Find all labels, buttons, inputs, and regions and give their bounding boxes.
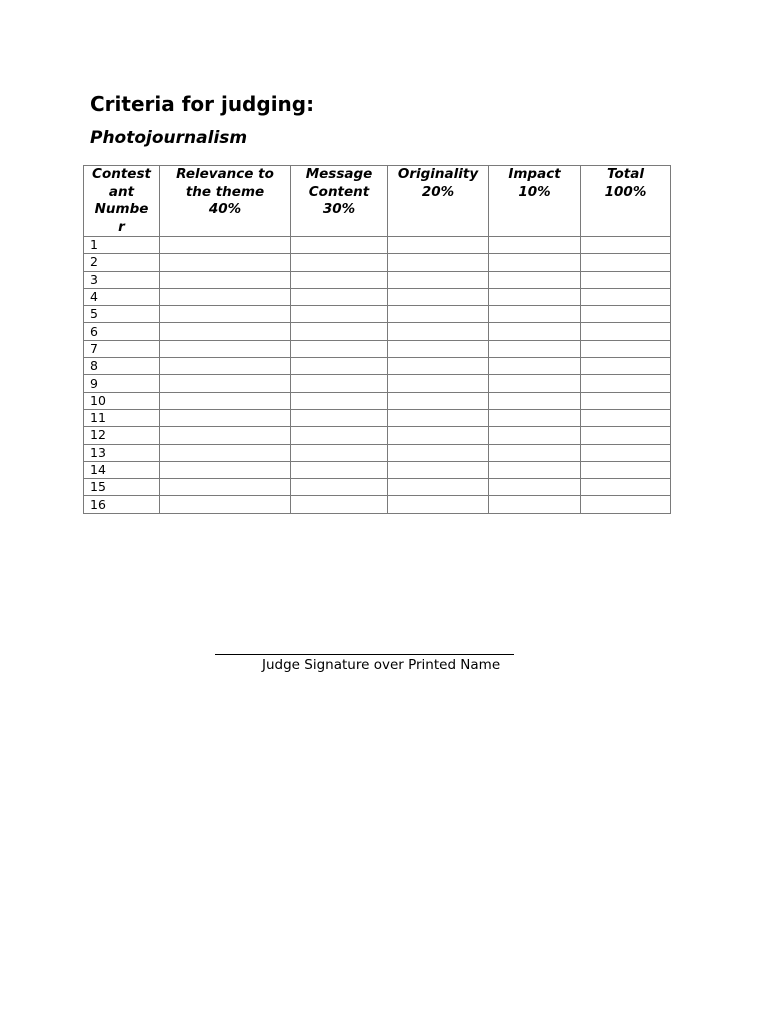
table-row xyxy=(84,409,671,426)
header-total: Total 100% xyxy=(581,166,671,237)
score-cell xyxy=(388,254,489,271)
judging-criteria-table xyxy=(83,165,671,514)
score-cell xyxy=(388,271,489,288)
score-cell xyxy=(160,306,291,323)
score-cell xyxy=(160,358,291,375)
score-cell xyxy=(489,306,581,323)
score-cell xyxy=(489,496,581,513)
score-cell xyxy=(489,444,581,461)
header-contestant-number: Contest ant Numbe r xyxy=(84,166,160,237)
score-cell xyxy=(388,392,489,409)
contestant-number-cell: 8 xyxy=(84,358,160,375)
score-cell xyxy=(291,358,388,375)
table-row xyxy=(84,427,671,444)
score-cell xyxy=(388,444,489,461)
score-cell xyxy=(160,323,291,340)
score-cell xyxy=(388,358,489,375)
table-header-row xyxy=(84,166,671,237)
contestant-number-cell: 13 xyxy=(84,444,160,461)
table-row xyxy=(84,444,671,461)
score-cell xyxy=(291,340,388,357)
score-cell xyxy=(388,479,489,496)
contestant-number-cell: 9 xyxy=(84,375,160,392)
score-cell xyxy=(291,288,388,305)
table-row xyxy=(84,340,671,357)
score-cell xyxy=(489,479,581,496)
contestant-number-cell: 10 xyxy=(84,392,160,409)
table-row xyxy=(84,392,671,409)
table-row xyxy=(84,375,671,392)
score-cell xyxy=(291,254,388,271)
score-cell xyxy=(581,323,671,340)
score-cell xyxy=(291,271,388,288)
score-cell xyxy=(160,237,291,254)
score-cell xyxy=(581,306,671,323)
score-cell xyxy=(581,340,671,357)
score-cell xyxy=(291,392,388,409)
score-cell xyxy=(160,340,291,357)
score-cell xyxy=(291,427,388,444)
score-cell xyxy=(581,496,671,513)
score-cell xyxy=(160,392,291,409)
contestant-number-cell: 16 xyxy=(84,496,160,513)
score-cell xyxy=(489,237,581,254)
contestant-number-cell: 4 xyxy=(84,288,160,305)
score-cell xyxy=(489,461,581,478)
header-relevance: Relevance to the theme 40% xyxy=(160,166,291,237)
score-cell xyxy=(581,427,671,444)
score-cell xyxy=(291,461,388,478)
contestant-number-cell: 3 xyxy=(84,271,160,288)
score-cell xyxy=(581,444,671,461)
score-cell xyxy=(291,409,388,426)
table-row xyxy=(84,461,671,478)
score-cell xyxy=(160,444,291,461)
contestant-number-cell: 11 xyxy=(84,409,160,426)
header-message-content: Message Content 30% xyxy=(291,166,388,237)
score-cell xyxy=(388,237,489,254)
table-row xyxy=(84,496,671,513)
score-cell xyxy=(489,254,581,271)
contestant-number-cell: 14 xyxy=(84,461,160,478)
score-cell xyxy=(160,254,291,271)
table-row xyxy=(84,254,671,271)
score-cell xyxy=(489,375,581,392)
score-cell xyxy=(489,409,581,426)
score-cell xyxy=(160,288,291,305)
contestant-number-cell: 5 xyxy=(84,306,160,323)
score-cell xyxy=(489,271,581,288)
table-row xyxy=(84,323,671,340)
score-cell xyxy=(581,479,671,496)
table-row xyxy=(84,271,671,288)
score-cell xyxy=(388,288,489,305)
score-cell xyxy=(291,496,388,513)
score-cell xyxy=(388,409,489,426)
score-cell xyxy=(388,323,489,340)
header-impact: Impact 10% xyxy=(489,166,581,237)
score-cell xyxy=(388,461,489,478)
score-cell xyxy=(160,409,291,426)
score-cell xyxy=(581,254,671,271)
score-cell xyxy=(160,271,291,288)
score-cell xyxy=(489,358,581,375)
table-row xyxy=(84,306,671,323)
header-originality: Originality 20% xyxy=(388,166,489,237)
score-cell xyxy=(581,288,671,305)
table-row xyxy=(84,288,671,305)
score-cell xyxy=(489,340,581,357)
score-cell xyxy=(291,306,388,323)
score-cell xyxy=(291,375,388,392)
score-cell xyxy=(291,444,388,461)
contestant-number-cell: 7 xyxy=(84,340,160,357)
score-cell xyxy=(489,288,581,305)
contestant-number-cell: 2 xyxy=(84,254,160,271)
table-row xyxy=(84,358,671,375)
score-cell xyxy=(160,427,291,444)
score-cell xyxy=(160,479,291,496)
score-cell xyxy=(581,358,671,375)
score-cell xyxy=(388,427,489,444)
score-cell xyxy=(489,427,581,444)
document-title: Criteria for judging: xyxy=(90,92,315,116)
score-cell xyxy=(160,375,291,392)
signature-label: Judge Signature over Printed Name xyxy=(262,657,501,673)
score-cell xyxy=(388,496,489,513)
score-cell xyxy=(489,392,581,409)
contestant-number-cell: 6 xyxy=(84,323,160,340)
contestant-number-cell: 12 xyxy=(84,427,160,444)
score-cell xyxy=(581,375,671,392)
score-cell xyxy=(160,461,291,478)
score-cell xyxy=(388,340,489,357)
score-cell xyxy=(489,323,581,340)
document-subtitle: Photojournalism xyxy=(90,128,248,148)
score-cell xyxy=(581,461,671,478)
signature-line xyxy=(215,654,514,655)
table-row xyxy=(84,479,671,496)
contestant-number-cell: 15 xyxy=(84,479,160,496)
score-cell xyxy=(581,271,671,288)
score-cell xyxy=(581,409,671,426)
score-cell xyxy=(388,306,489,323)
score-cell xyxy=(291,323,388,340)
table-row xyxy=(84,237,671,254)
score-cell xyxy=(291,237,388,254)
score-cell xyxy=(581,392,671,409)
contestant-number-cell: 1 xyxy=(84,237,160,254)
score-cell xyxy=(581,237,671,254)
score-cell xyxy=(160,496,291,513)
score-cell xyxy=(388,375,489,392)
score-cell xyxy=(291,479,388,496)
